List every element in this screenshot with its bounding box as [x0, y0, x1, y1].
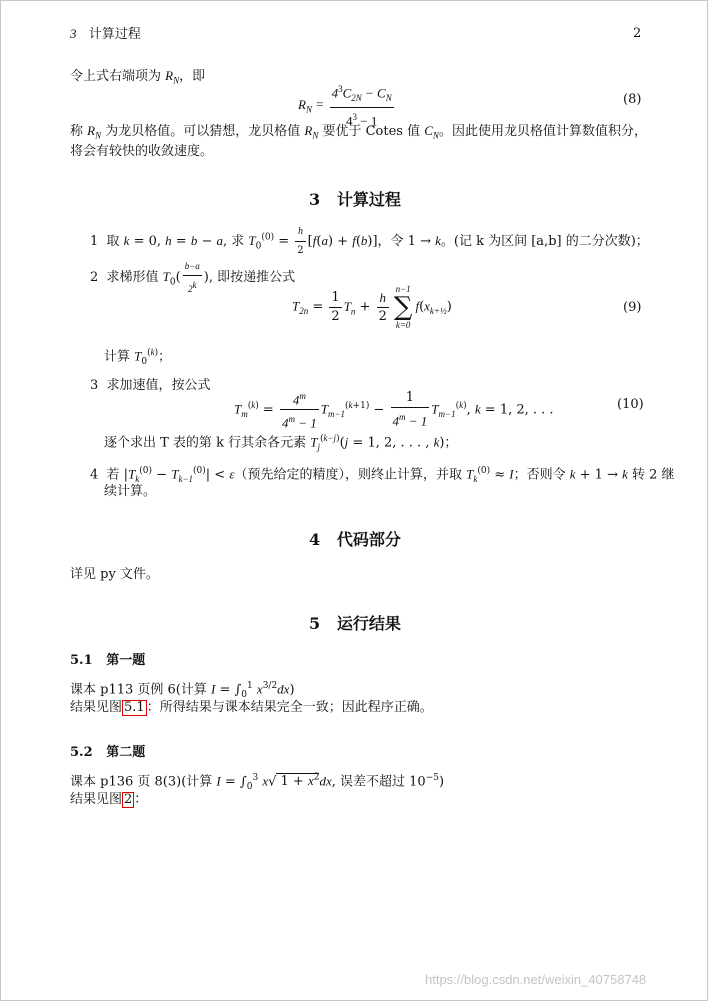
section-4-title: 4 代码部分 [309, 530, 401, 549]
subsection-5-2-title: 5.2 第二题 [70, 745, 146, 760]
step-3-after: 逐个求出 T 表的第 k 行其余各元素 $T_j^{(k-j)}(j = 1$, 2, . . . , k)； [104, 433, 458, 452]
equation-8: $R_N$ = $\frac{4^3C_{2N} - C_N}{4^3 - 1}$ [298, 80, 396, 130]
intro-paragraph-line1: 称 $R_N$ 为龙贝格值。可以猜想，龙贝格值 $R_N$ 要优于 Cotes 值 $C_N$。因此使用龙贝格值计算数值积分， [70, 123, 647, 141]
step-3: 3 求加速值，按公式 [90, 378, 211, 393]
section-4-body: 详见 py 文件。 [70, 567, 159, 582]
figure-ref-5-1[interactable]: 5.1 [124, 700, 145, 715]
subsection-5-1-title: 5.1 第一题 [70, 653, 146, 668]
intro-paragraph-line2: 将会有较快的收敛速度。 [70, 144, 214, 159]
subsection-5-2-line2: 结果见图 2 ： [70, 792, 148, 807]
intro-line [70, 67, 205, 90]
section-3-title: 3 计算过程 [309, 190, 401, 209]
running-header [70, 25, 141, 44]
intro-text: 令上式右端项为 $R_N$，即 [70, 68, 206, 86]
subsection-5-2-line1: 课本 p136 页 8(3)(计算 $I = \int_0^3$ x√ $1 + x^2dx$, 误差不超过 $10^{-5}$) [70, 773, 445, 792]
step-1: 1 取 k = 0, h = b − a, 求 $T_0^{(0)}$ = $\frac{h}{2}$ [f(a) + f(b)]，令 1 → k。(记 k 为区间 [a,b] 的二分次数)； [90, 223, 649, 260]
eq10-number: (10) [617, 397, 644, 412]
page-number: 2 [633, 26, 642, 41]
step-4-line1: 4 若 $|T_k^{(0)} - T_{k-1}^{(0)}| < \varepsilon$（预先给定的精度），则终止计算，并取 $T_k^{(0)} \approx I$；否则令 k + 1 → k 转 2 继 [90, 466, 675, 484]
section-5-title: 5 运行结果 [309, 614, 401, 633]
eq9-number: (9) [623, 300, 642, 315]
step-2-after: 计算 $T_0^{(k)}$； [104, 347, 172, 367]
header-section-number: 3 [70, 26, 77, 41]
step-4-line2: 续计算。 [104, 484, 157, 499]
watermark-url: https://blog.csdn.net/weixin_40758748 [425, 972, 647, 987]
subsection-5-1-line2: 结果见图 5.1 ：所得结果与课本结果完全一致；因此程序正确。 [70, 700, 433, 715]
equation-10: $T_m^{(k)}$ = $\frac{4^m}{4^m - 1}$ $T_{m-1}^{(k+1)}$ − $\frac{1}{4^m - 1}$ $T_{m-1}^{(k)}$, k = 1, 2, . . . [234, 387, 554, 433]
figure-ref-2[interactable]: 2 [124, 792, 133, 807]
header-section-name: 计算过程 [88, 27, 141, 42]
eq8-fraction: $\frac{4^3C_{2N} - C_N}{4^3 - 1}$ [330, 80, 394, 130]
eq8-number: (8) [623, 92, 642, 107]
subsection-5-1-line1: 课本 p113 页例 6(计算 $I = \int_0^1$ $x^{3/2}dx$) [70, 681, 295, 700]
equation-9: $T_{2n}$ = $\frac{1}{2}$ $T_n$ + $\frac{h}{2}$ n−1 ∑ k=0 $f(x_{k+\frac{1}{2}})$ [292, 284, 452, 330]
step-2: 2 求梯形值 $T_0$( $\frac{b-a}{2^k}$ ), 即按递推公式 [90, 257, 295, 298]
